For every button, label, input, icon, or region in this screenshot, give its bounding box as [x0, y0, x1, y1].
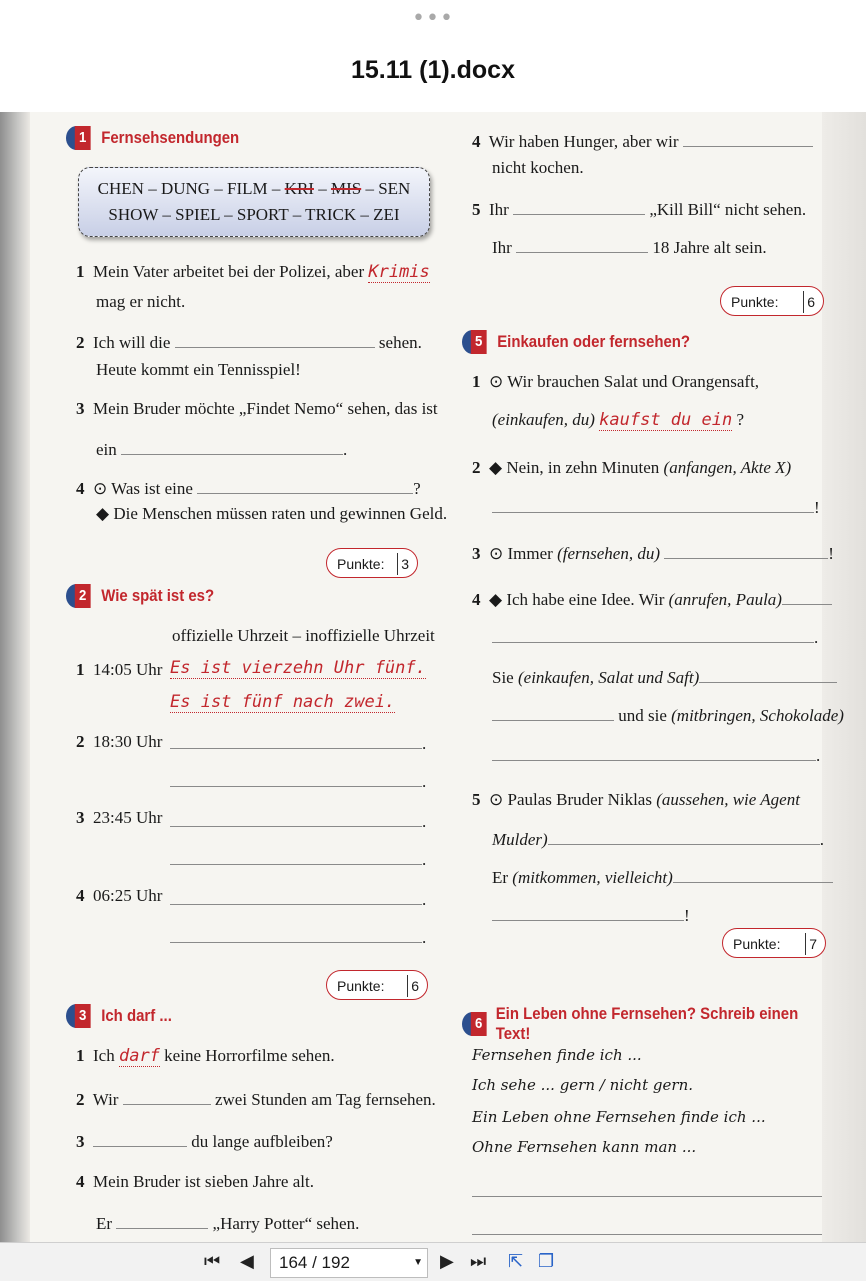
document-title: 15.11 (1).docx — [351, 56, 515, 84]
answer-blank[interactable] — [170, 888, 422, 905]
answer-line: . — [170, 732, 426, 754]
exercise-5-item-5-line2: Mulder) . — [492, 830, 824, 849]
exercise-1-item-4: 4 ⊙ Was ist eine ? — [76, 479, 421, 498]
points-box: Punkte: 6 — [326, 970, 428, 1000]
exercise-5-item-4: 4 ◆ Ich habe eine Idee. Wir (anrufen, Paula) — [472, 588, 832, 610]
writing-line[interactable] — [472, 1234, 822, 1235]
answer-blank[interactable] — [170, 848, 422, 865]
last-page-icon[interactable]: ⏭ — [470, 1251, 487, 1272]
page-indicator: 164 / 192 — [279, 1253, 350, 1272]
export-icon[interactable]: ⇱ — [508, 1251, 524, 1272]
section-badge-icon: 2 — [66, 584, 92, 608]
exercise-2-item-1: 1 14:05 Uhr — [76, 660, 163, 679]
answer-blank[interactable] — [116, 1212, 208, 1229]
syllable-row-1: CHEN – DUNG – FILM – KRI – MIS – SEN — [97, 179, 411, 198]
answer-blank[interactable] — [492, 496, 814, 513]
answer-blank[interactable] — [492, 904, 684, 921]
handwritten-answer: kaufst du ein — [599, 410, 733, 430]
answer-blank[interactable] — [170, 926, 422, 943]
handwritten-answer: Es ist fünf nach zwei. — [170, 692, 396, 712]
answer-blank[interactable] — [170, 770, 422, 787]
prompt-line: Fernsehen finde ich ... — [472, 1046, 642, 1064]
exercise-2-item-2: 2 18:30 Uhr — [76, 732, 163, 751]
prompt-line: Ohne Fernsehen kann man ... — [472, 1138, 697, 1156]
section-badge-icon: 3 — [66, 1004, 92, 1028]
section-title: Wie spät ist es? — [101, 586, 215, 605]
item-text: ◆ Die Menschen müssen raten und gewinnen Geld. — [96, 504, 448, 523]
answer-blank[interactable] — [121, 438, 343, 455]
first-page-icon[interactable]: ⏮ — [204, 1251, 221, 1272]
answer-line: ! — [492, 904, 690, 926]
exercise-5-item-1-line2: (einkaufen, du) kaufst du ein ? — [492, 410, 745, 430]
exercise-1-item-4b: 4 Wir haben Hunger, aber wir — [472, 130, 813, 152]
handwritten-answer: Krimis — [368, 262, 430, 282]
section-5-heading — [462, 330, 690, 354]
exercise-5-item-3: 3 ⊙ Immer (fernsehen, du) ! — [472, 544, 834, 563]
exercise-5-item-4-line4: und sie (mitbringen, Schokolade) — [492, 704, 844, 726]
answer-line: . — [492, 744, 820, 766]
answer-line: . — [170, 888, 426, 910]
answer-blank[interactable] — [782, 588, 832, 605]
points-box: Punkte: 3 — [326, 548, 418, 578]
section-3-heading — [66, 1004, 172, 1028]
answer-line: ! — [492, 496, 820, 518]
more-options-icon[interactable]: ••• — [412, 6, 454, 31]
section-badge-icon: 5 — [462, 330, 488, 354]
chevron-down-icon: ▼ — [413, 1257, 423, 1268]
answer-line: . — [170, 926, 426, 948]
exercise-1-item-5-line2: Ihr 18 Jahre alt sein. — [492, 238, 767, 257]
section-2-heading — [66, 584, 214, 608]
section-title: Einkaufen oder fernsehen? — [497, 332, 691, 351]
handwritten-answer: darf — [118, 1046, 160, 1066]
answer-blank[interactable] — [513, 198, 645, 215]
writing-line[interactable] — [472, 1196, 822, 1197]
exercise-1-item-3-line2: ein . — [96, 440, 348, 459]
answer-blank[interactable] — [492, 744, 816, 761]
answer-blank[interactable] — [175, 331, 375, 348]
points-box: Punkte: 7 — [722, 928, 826, 958]
page-selector[interactable] — [270, 1248, 428, 1278]
answer-blank[interactable] — [664, 542, 828, 559]
answer-blank[interactable] — [93, 1130, 187, 1147]
exercise-3-item-3: 3 du lange aufbleiben? — [76, 1132, 333, 1151]
handwritten-answer: Es ist vierzehn Uhr fünf. — [170, 658, 426, 678]
exercise-1-item-5: 5 Ihr „Kill Bill“ nicht sehen. — [472, 200, 807, 219]
answer-line: . — [170, 848, 426, 870]
answer-line: . — [492, 626, 818, 648]
section-title: Fernsehsendungen — [101, 128, 240, 147]
answer-blank[interactable] — [516, 236, 648, 253]
exercise-1-item-2: 2 Ich will die sehen. — [76, 333, 422, 352]
exercise-1-item-3: 3 Mein Bruder möchte „Findet Nemo“ sehen, das ist — [76, 399, 438, 418]
exercise-5-item-5-line3: Er (mitkommen, vielleicht) — [492, 866, 833, 888]
answer-blank[interactable] — [548, 828, 820, 845]
item-text: nicht kochen. — [492, 158, 584, 177]
item-text: Heute kommt ein Tennisspiel! — [96, 360, 301, 379]
answer-blank[interactable] — [170, 732, 422, 749]
section-badge-icon: 6 — [462, 1012, 487, 1036]
section-6-heading — [462, 1004, 818, 1044]
page-binding-shadow — [0, 112, 30, 1242]
answer-blank[interactable] — [492, 704, 614, 721]
section-title: Ein Leben ohne Fernsehen? Schreib einen Text! — [495, 1004, 799, 1043]
section-subtitle: offizielle Uhrzeit – inoffizielle Uhrzeit — [172, 626, 435, 645]
pdf-navigation-bar — [0, 1242, 866, 1281]
exercise-2-item-4: 4 06:25 Uhr — [76, 886, 163, 905]
section-badge-icon: 1 — [66, 126, 92, 150]
syllable-row-2: SHOW – SPIEL – SPORT – TRICK – ZEI — [108, 205, 400, 224]
exercise-5-item-4-line3: Sie (einkaufen, Salat und Saft) — [492, 666, 837, 688]
answer-blank[interactable] — [197, 477, 413, 494]
exercise-5-item-5: 5 ⊙ Paulas Bruder Niklas (aussehen, wie Agent — [472, 790, 800, 809]
exercise-2-item-3: 3 23:45 Uhr — [76, 808, 163, 827]
exercise-3-item-1: 1 Ich darf keine Horrorfilme sehen. — [76, 1046, 335, 1066]
exercise-5-item-1: 1 ⊙ Wir brauchen Salat und Orangensaft, — [472, 372, 760, 391]
prompt-line: Ich sehe ... gern / nicht gern. — [472, 1076, 694, 1094]
section-title: Ich darf ... — [101, 1006, 172, 1025]
exercise-3-item-4-line2: Er „Harry Potter“ sehen. — [96, 1214, 360, 1233]
prompt-line: Ein Leben ohne Fernsehen finde ich ... — [472, 1108, 766, 1126]
points-box: Punkte: 6 — [720, 286, 824, 316]
item-text: mag er nicht. — [96, 292, 186, 311]
exercise-5-item-2: 2 ◆ Nein, in zehn Minuten (anfangen, Akte X) — [472, 458, 792, 477]
document-header — [0, 0, 866, 113]
syllable-box — [78, 167, 430, 237]
document-page — [0, 112, 866, 1242]
answer-blank[interactable] — [170, 810, 422, 827]
section-1-heading — [66, 126, 239, 150]
exercise-1-item-1: 1 Mein Vater arbeitet bei der Polizei, aber Krimis — [76, 262, 430, 282]
exercise-3-item-4: 4 Mein Bruder ist sieben Jahre alt. — [76, 1172, 314, 1191]
exercise-3-item-2: 2 Wir zwei Stunden am Tag fernsehen. — [76, 1090, 436, 1109]
answer-line: . — [170, 810, 426, 832]
answer-blank[interactable] — [123, 1088, 211, 1105]
answer-blank[interactable] — [683, 130, 813, 147]
answer-blank[interactable] — [699, 666, 837, 683]
previous-page-icon[interactable]: ◀ — [240, 1251, 254, 1272]
answer-blank[interactable] — [492, 626, 814, 643]
next-page-icon[interactable]: ▶ — [440, 1251, 454, 1272]
answer-line: . — [170, 770, 426, 792]
answer-blank[interactable] — [673, 866, 833, 883]
copy-page-icon[interactable]: ❐ — [538, 1251, 555, 1272]
